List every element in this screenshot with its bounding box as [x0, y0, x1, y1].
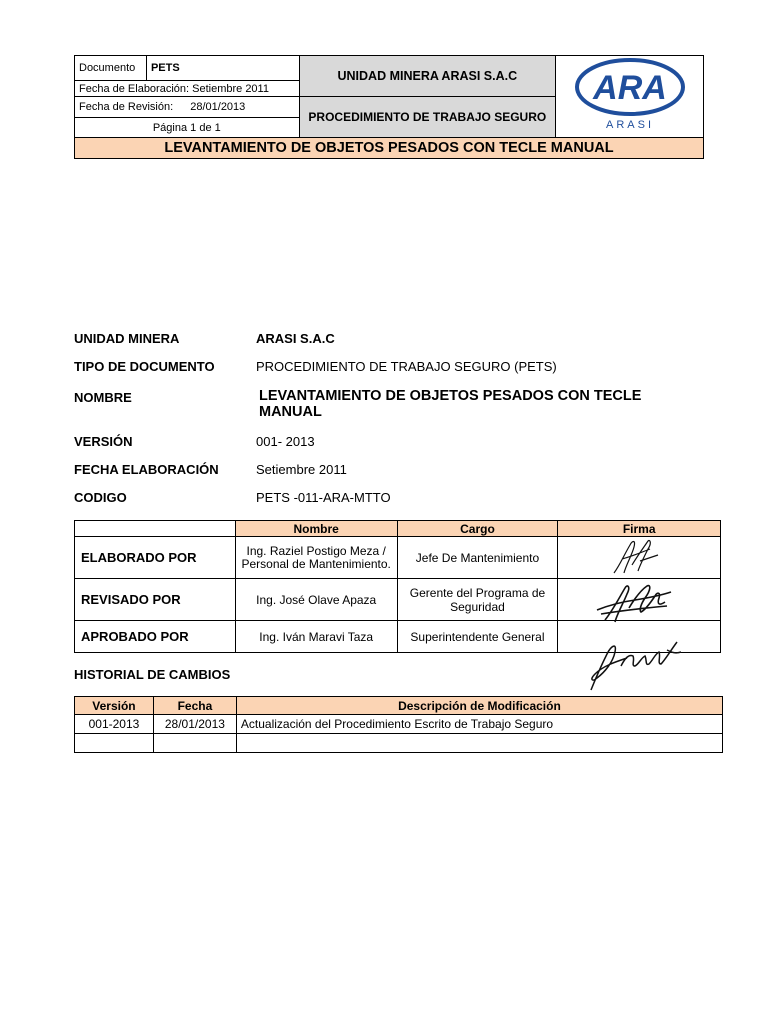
meta-label: VERSIÓN — [74, 434, 133, 449]
meta-value: PROCEDIMIENTO DE TRABAJO SEGURO (PETS) — [256, 359, 557, 374]
meta-label: NOMBRE — [74, 390, 132, 405]
fecha-revision — [75, 97, 300, 118]
approval-nombre: Ing. Raziel Postigo Meza / Personal de Mantenimiento. — [235, 537, 397, 579]
meta-label: TIPO DE DOCUMENTO — [74, 359, 215, 374]
meta-value: ARASI S.A.C — [256, 331, 335, 346]
history-table — [74, 696, 723, 753]
document-type: PROCEDIMIENTO DE TRABAJO SEGURO — [299, 97, 556, 138]
approvals-header: Cargo — [397, 521, 558, 537]
approval-cargo: Superintendente General — [397, 621, 558, 653]
approval-role: ELABORADO POR — [75, 537, 236, 579]
meta-value: PETS -011-ARA-MTTO — [256, 490, 391, 505]
main-title: LEVANTAMIENTO DE OBJETOS PESADOS CON TECLE MANUAL — [75, 138, 704, 159]
revision-value: 28/01/2013 — [190, 101, 246, 113]
meta-label: UNIDAD MINERA — [74, 331, 180, 346]
history-fecha — [153, 734, 236, 753]
approvals-corner — [75, 521, 236, 537]
meta-value: 001- 2013 — [256, 434, 315, 449]
company-logo — [556, 56, 704, 138]
company-name: UNIDAD MINERA ARASI S.A.C — [299, 56, 556, 97]
document-value: PETS — [146, 56, 299, 81]
approval-nombre: Ing. Iván Maravi Taza — [235, 621, 397, 653]
approval-role: APROBADO POR — [75, 621, 236, 653]
history-fecha: 28/01/2013 — [153, 715, 236, 734]
approvals-header: Nombre — [235, 521, 397, 537]
page-number: Página 1 de 1 — [75, 118, 300, 138]
meta-label: FECHA ELABORACIÓN — [74, 462, 219, 477]
revision-label: Fecha de Revisión: — [79, 101, 174, 113]
table-row — [75, 734, 723, 753]
history-version — [75, 734, 154, 753]
meta-value: LEVANTAMIENTO DE OBJETOS PESADOS CON TECLE MANUAL — [259, 388, 642, 420]
history-descripcion — [236, 734, 722, 753]
signature-revisado-icon — [595, 580, 675, 628]
logo-subtext: ARASI — [605, 119, 654, 131]
history-version: 001-2013 — [75, 715, 154, 734]
approvals-header: Firma — [558, 521, 721, 537]
document-header — [74, 55, 704, 159]
history-header: Fecha — [153, 697, 236, 715]
history-title: HISTORIAL DE CAMBIOS — [74, 667, 231, 682]
signature-elaborado-icon — [610, 535, 662, 579]
history-header: Descripción de Modificación — [236, 697, 722, 715]
table-row — [75, 715, 723, 734]
approval-role: REVISADO POR — [75, 579, 236, 621]
logo-text: ARA — [592, 69, 667, 107]
document-label: Documento — [75, 56, 147, 81]
meta-value: Setiembre 2011 — [256, 462, 347, 477]
meta-label: CODIGO — [74, 490, 127, 505]
signature-aprobado-icon — [585, 636, 685, 694]
approval-cargo: Gerente del Programa de Seguridad — [397, 579, 558, 621]
approval-cargo: Jefe De Mantenimiento — [397, 537, 558, 579]
fecha-elaboracion: Fecha de Elaboración: Setiembre 2011 — [75, 81, 300, 97]
ara-logo-icon — [571, 56, 689, 134]
history-descripcion: Actualización del Procedimiento Escrito de Trabajo Seguro — [236, 715, 722, 734]
history-header: Versión — [75, 697, 154, 715]
approval-nombre: Ing. José Olave Apaza — [235, 579, 397, 621]
